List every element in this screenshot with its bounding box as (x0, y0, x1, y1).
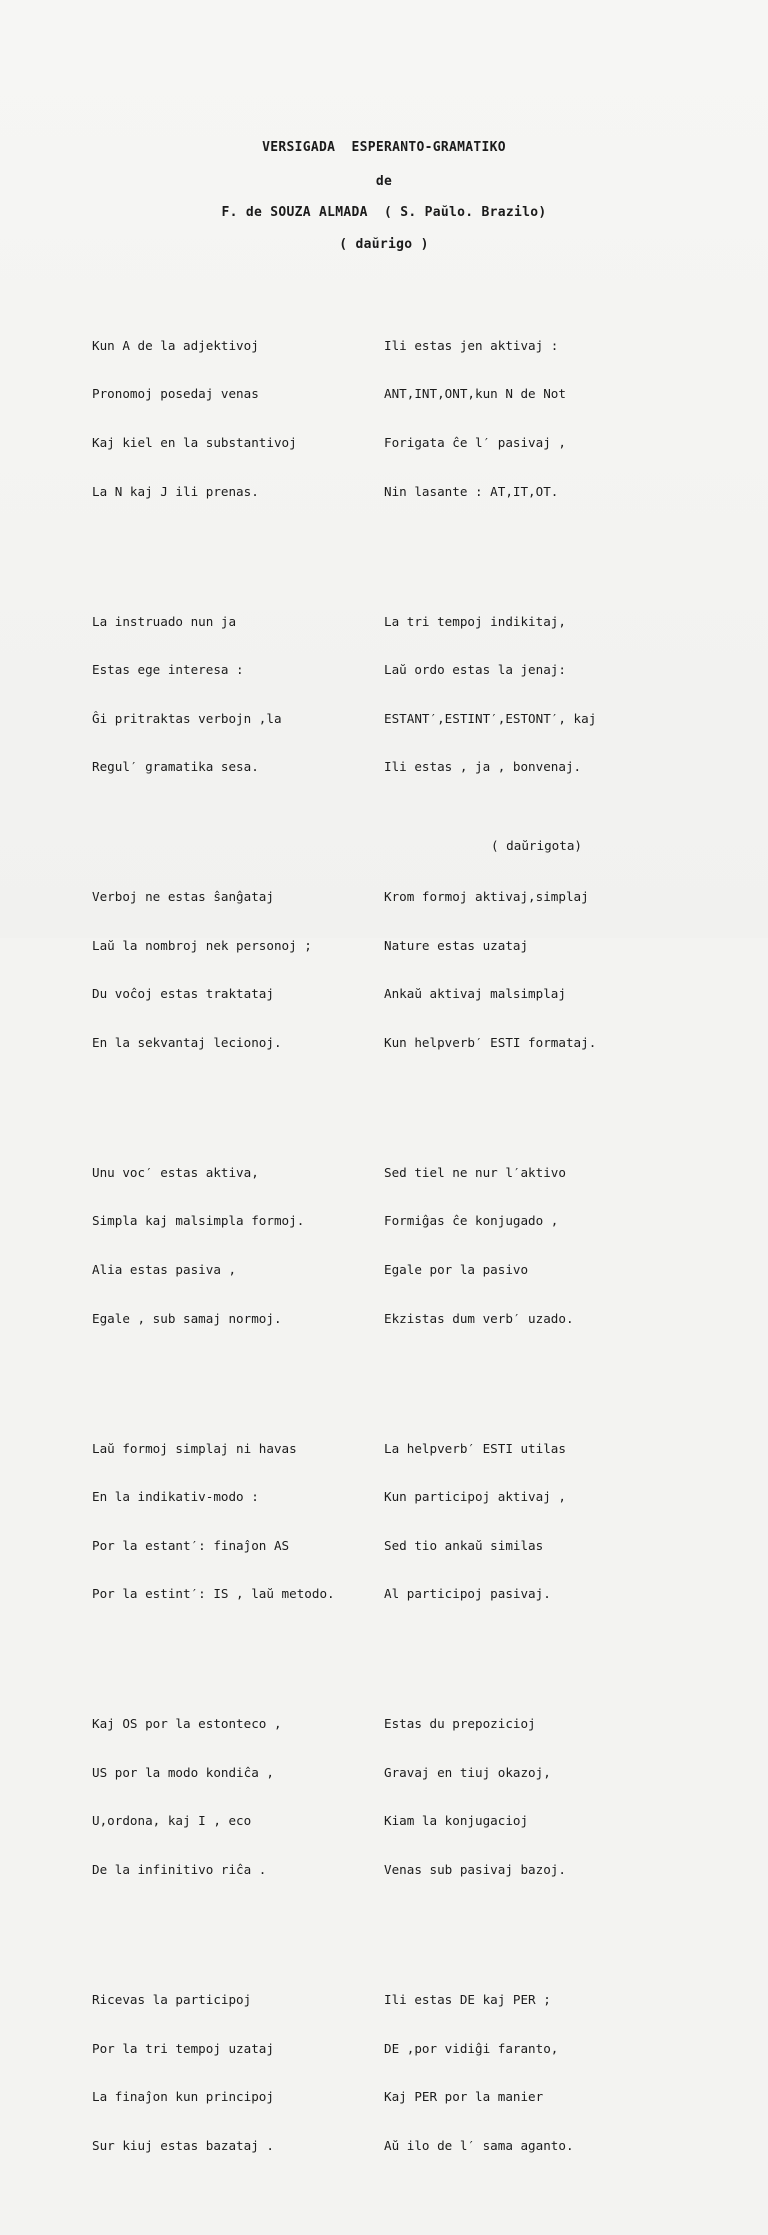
verse-line: Venas sub pasivaj bazoj. (384, 1862, 566, 1878)
verse-line: En la sekvantaj lecionoj. (92, 1034, 282, 1050)
verse-line: Alia estas pasiva , (92, 1262, 237, 1278)
verse-line: Estas ege interesa : (92, 662, 244, 678)
verse-line: Egale , sub samaj normoj. (92, 1310, 282, 1326)
verse-line: ANT,INT,ONT,kun N de Not (384, 386, 566, 402)
verse-line: Sed tiel ne nur l′aktivo (384, 1164, 566, 1180)
verse-line: Pronomoj posedaj venas (92, 386, 259, 402)
verse-line: Ankaŭ aktivaj malsimplaj (384, 986, 566, 1002)
left-column (92, 273, 335, 2235)
verse-line: Laŭ ordo estas la jenaj: (384, 662, 566, 678)
verse-line: Kaj PER por la manier (384, 2089, 544, 2105)
verse-line: Gravaj en tiuj okazoj, (384, 1764, 551, 1780)
verse-line: Du voĉoj estas traktataj (92, 986, 274, 1002)
verse-line: Sed tio ankaŭ similas (384, 1537, 544, 1553)
verse-line: La instruado nun ja (92, 613, 237, 629)
verse-line: Kaj kiel en la substantivoj (92, 435, 297, 450)
verse-line: U,ordona, kaj I , eco (92, 1813, 252, 1829)
right-stanza-2 (384, 581, 596, 808)
left-stanza-2 (92, 581, 335, 808)
right-stanza-7 (384, 1960, 596, 2187)
verse-line: La finaĵon kun principoj (92, 2089, 274, 2105)
verse-line: Simpla kaj malsimpla formoj. (92, 1213, 305, 1229)
left-stanza-1 (92, 305, 335, 532)
verse-line: Regul′ gramatika sesa. (92, 759, 259, 775)
verse-line: Ili estas jen aktivaj : (384, 337, 559, 353)
verse-line: Ili estas , ja , bonvenaj. (384, 759, 582, 775)
left-stanza-6 (92, 1684, 335, 1911)
verse-line: De la infinitivo riĉa . (92, 1862, 267, 1878)
verse-line: Por la tri tempoj uzataj (92, 2040, 274, 2056)
verse-line: Al participoj pasivaj. (384, 1586, 551, 1602)
right-stanza-1 (384, 305, 596, 532)
verse-line: Sur kiuj estas bazataj . (92, 2137, 274, 2153)
verse-line: Ricevas la participoj (92, 1991, 252, 2007)
right-stanza-3 (384, 857, 596, 1084)
verse-line: Egale por la pasivo (384, 1262, 529, 1278)
verse-line: La tri tempoj indikitaj, (384, 613, 566, 629)
verse-line: US por la modo kondiĉa , (92, 1764, 274, 1780)
verse-line: Kaj OS por la estonteco , (92, 1716, 282, 1732)
verse-line: Por la estint′: IS , laŭ metodo. (92, 1586, 335, 1602)
closing-note: ( daŭrigota) (491, 838, 582, 853)
left-stanza-5 (92, 1408, 335, 1635)
verse-line: ESTANT′,ESTINT′,ESTONT′, kaj (384, 710, 597, 726)
continuation-note: ( daŭrigo ) (339, 237, 429, 252)
right-stanza-4 (384, 1132, 596, 1359)
verse-line: Por la estant′: finaĵon AS (92, 1537, 290, 1553)
verse-line: Formiĝas ĉe konjugado , (384, 1213, 559, 1229)
left-stanza-4 (92, 1132, 335, 1359)
verse-line: Kun A de la adjektivoj (92, 337, 259, 353)
verse-line: Nin lasante : AT,IT,OT. (384, 483, 559, 499)
verse-line: Kiam la konjugacioj (384, 1813, 529, 1829)
verse-line: Aŭ ilo de l′ sama aganto. (384, 2137, 574, 2153)
verse-line: Unu voc′ estas aktiva, (92, 1164, 259, 1180)
left-stanza-7 (92, 1960, 335, 2187)
right-stanza-6 (384, 1684, 596, 1911)
author-line: F. de SOUZA ALMADA ( S. Paŭlo. Brazilo) (221, 205, 547, 220)
verse-line: Nature estas uzataj (384, 937, 529, 953)
left-stanza-3 (92, 857, 335, 1084)
verse-line: En la indikativ-modo : (92, 1489, 259, 1505)
verse-line: Verboj ne estas ŝanĝataj (92, 889, 274, 905)
document-title: VERSIGADA ESPERANTO-GRAMATIKO (262, 140, 506, 155)
verse-line: Ili estas DE kaj PER ; (384, 1991, 551, 2007)
right-column (384, 273, 596, 2235)
verse-line: Laŭ la nombroj nek personoj ; (92, 937, 312, 953)
right-stanza-5 (384, 1408, 596, 1635)
verse-line: Laŭ formoj simplaj ni havas (92, 1440, 297, 1456)
verse-line: La helpverb′ ESTI utilas (384, 1440, 566, 1456)
byline: de (375, 174, 393, 189)
verse-line: Kun helpverb′ ESTI formataj. (384, 1034, 597, 1050)
verse-line: Krom formoj aktivaj,simplaj (384, 889, 589, 905)
verse-line: La N kaj J ili prenas. (92, 483, 259, 499)
verse-line: Kun participoj aktivaj , (384, 1489, 566, 1505)
verse-line: DE ,por vidiĝi faranto, (384, 2040, 559, 2056)
verse-line: Ĝi pritraktas verbojn ,la (92, 710, 282, 726)
verse-line: Ekzistas dum verb′ uzado. (384, 1310, 574, 1326)
verse-line: Forigata ĉe l′ pasivaj , (384, 435, 566, 450)
verse-line: Estas du prepozicioj (384, 1716, 536, 1732)
